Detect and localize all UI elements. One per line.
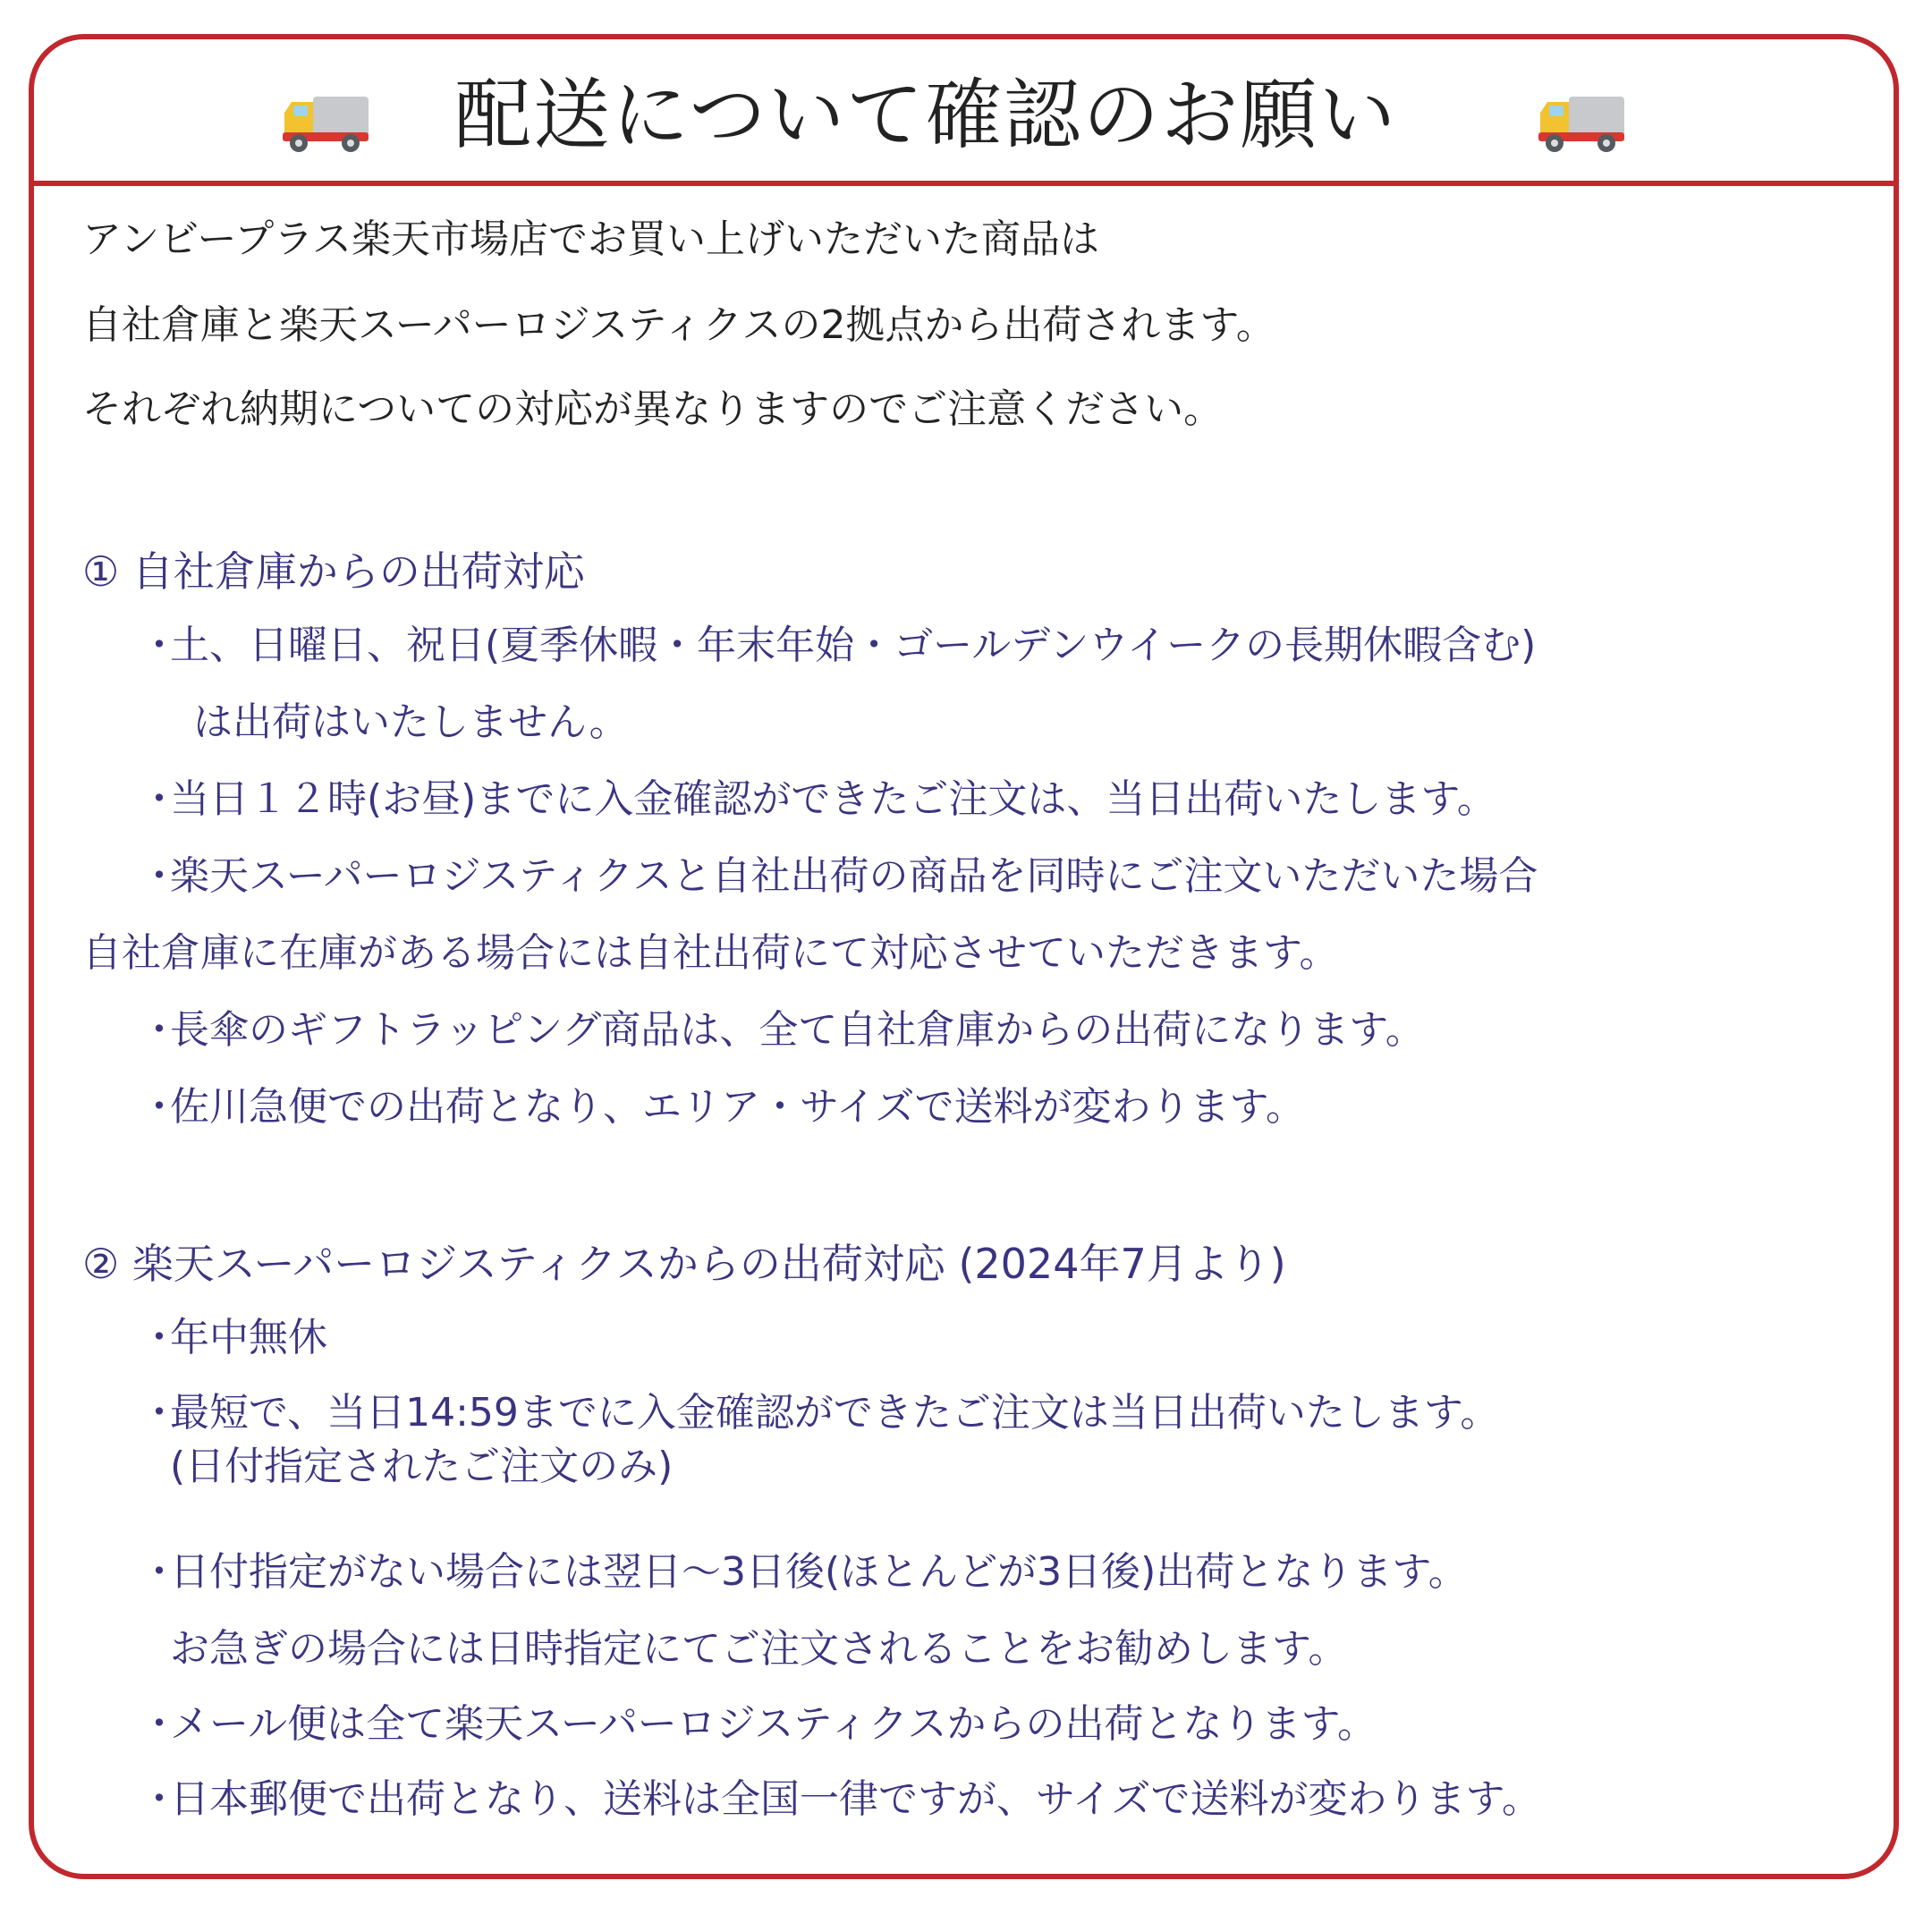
- bullet: ・: [140, 853, 179, 899]
- list-item: ・土、日曜日、祝日(夏季休暇・年末年始・ゴールデンウイークの長期休暇含む): [140, 623, 1537, 668]
- list-item-continuation: は出荷はいたしません。: [193, 699, 629, 745]
- list-item-continuation: (日付指定されたご注文のみ): [170, 1444, 674, 1489]
- list-item: ・年中無休: [140, 1315, 327, 1360]
- page-title: 配送について確認のお願い: [454, 71, 1398, 160]
- list-item: ・最短で、当日14:59までに入金確認ができたご注文は当日出荷いたします。: [140, 1390, 1500, 1436]
- list-item: ・日付指定がない場合には翌日〜3日後(ほとんどが3日後)出荷となります。: [140, 1549, 1468, 1595]
- bullet: ・: [140, 1315, 179, 1360]
- list-item-continuation: 自社倉庫に在庫がある場合には自社出荷にて対応させていただきます。: [82, 930, 1339, 976]
- bullet: ・: [140, 1084, 179, 1130]
- bullet: ・: [140, 1776, 179, 1822]
- header: [34, 39, 1894, 186]
- bullet: ・: [140, 1549, 179, 1595]
- section2-heading: ② 楽天スーパーロジスティクスからの出荷対応 (2024年7月より): [82, 1240, 1286, 1288]
- list-item: ・楽天スーパーロジスティクスと自社出荷の商品を同時にご注文いただいた場合: [140, 853, 1538, 899]
- list-item: ・日本郵便で出荷となり、送料は全国一律ですが、サイズで送料が変わります。: [140, 1776, 1541, 1822]
- bullet: ・: [140, 623, 179, 668]
- bullet: ・: [140, 1390, 179, 1436]
- list-item: ・佐川急便での出荷となり、エリア・サイズで送料が変わります。: [140, 1084, 1305, 1130]
- section1-heading: ① 自社倉庫からの出荷対応: [82, 547, 585, 596]
- intro-line: 自社倉庫と楽天スーパーロジスティクスの2拠点から出荷されます。: [82, 302, 1275, 348]
- list-item: ・メール便は全て楽天スーパーロジスティクスからの出荷となります。: [140, 1701, 1377, 1747]
- notice-frame: [29, 34, 1899, 1879]
- bullet: ・: [140, 1701, 179, 1747]
- bullet: ・: [140, 776, 179, 822]
- intro-line: アンビープラス楽天市場店でお買い上げいただいた商品は: [82, 216, 1099, 262]
- list-item: ・長傘のギフトラッピング商品は、全て自社倉庫からの出荷になります。: [140, 1007, 1425, 1053]
- list-item-continuation: お急ぎの場合には日時指定にてご注文されることをお勧めします。: [170, 1626, 1348, 1672]
- truck-icon: [1537, 93, 1626, 156]
- intro-line: それぞれ納期についての対応が異なりますのでご注意ください。: [82, 386, 1224, 432]
- bullet: ・: [140, 1007, 179, 1053]
- list-item: ・当日１２時(お昼)までに入金確認ができたご注文は、当日出荷いたします。: [140, 776, 1496, 822]
- truck-icon: [281, 93, 370, 156]
